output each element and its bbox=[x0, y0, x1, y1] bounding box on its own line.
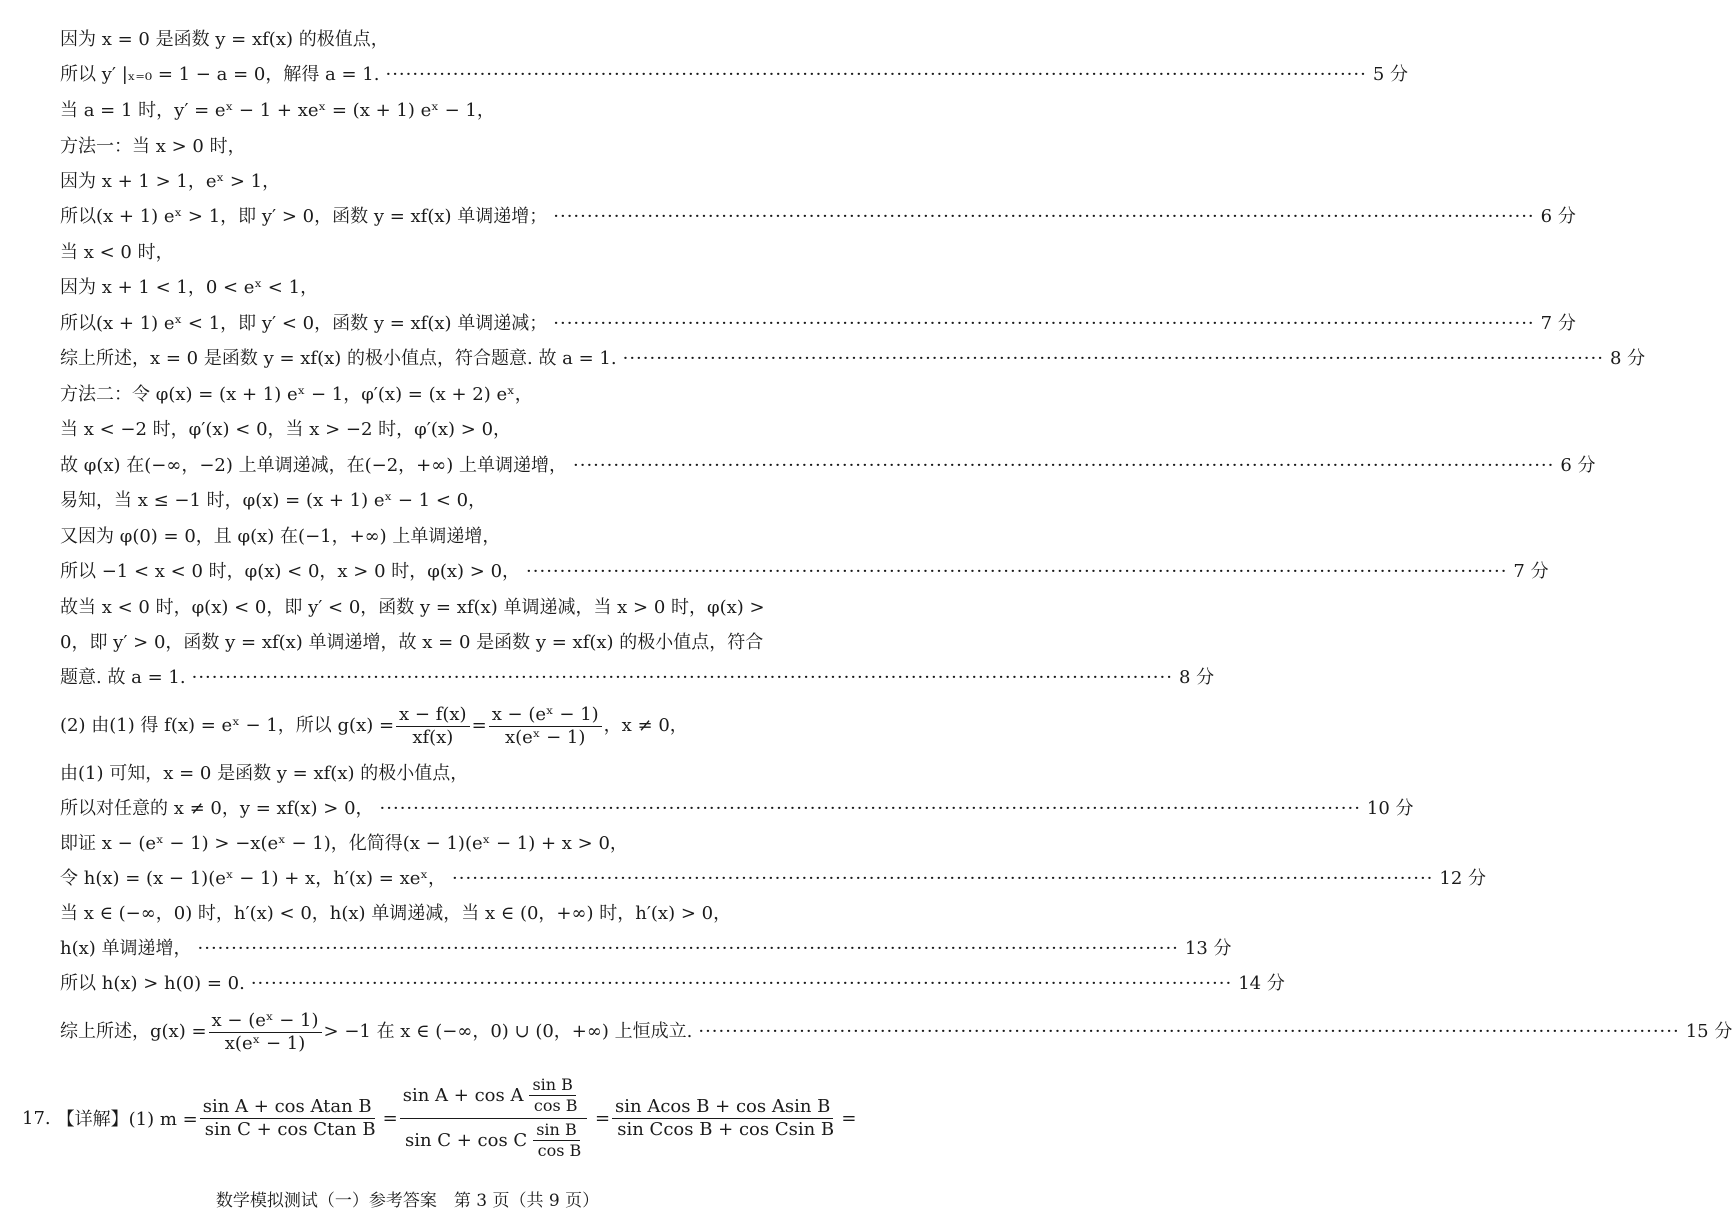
score-label: 12 分 bbox=[1439, 868, 1487, 889]
leader-dots bbox=[573, 451, 1554, 481]
fraction: $\frac{\text{sin B}}{\text{cos B}}$ bbox=[533, 1120, 585, 1161]
solution-line: 所以 −1 < x < 0 时，φ(x) < 0，x > 0 时，φ(x) > 0， ····· 7 分 bbox=[60, 557, 773, 587]
leader-dots bbox=[623, 344, 1604, 374]
fraction: $\frac{\text{sin B}}{\text{cos B}}$ bbox=[529, 1075, 581, 1116]
leader-dots bbox=[698, 1004, 1679, 1060]
score-label: 13 分 bbox=[1184, 938, 1232, 959]
solution-line: 方法二：令 φ(x) = (x + 1) eˣ − 1，φ′(x) = (x + 2) eˣ， bbox=[60, 384, 533, 405]
solution-line: 易知，当 x ≤ −1 时，φ(x) = (x + 1) eˣ − 1 < 0， bbox=[60, 490, 487, 511]
fraction: $\frac{x - f(x)}{xf(x)}$ bbox=[396, 704, 470, 749]
solution-line: 因为 x = 0 是函数 y = xf(x) 的极值点， bbox=[60, 29, 389, 50]
solution-line: 当 x < −2 时，φ′(x) < 0，当 x > −2 时，φ′(x) > 0， bbox=[60, 419, 512, 440]
score-label: 5 分 bbox=[1372, 64, 1409, 85]
solution-line: 当 x < 0 时， bbox=[60, 242, 174, 263]
score-label: 10 分 bbox=[1366, 798, 1414, 819]
leader-dots bbox=[553, 309, 1534, 339]
fraction: $\frac{\text{x − (eˣ − 1)}}{\text{x(eˣ − 1)}}$ bbox=[209, 1010, 322, 1055]
solution-line: 即证 x − (eˣ − 1) > −x(eˣ − 1)，化简得(x − 1)(eˣ − 1) + x > 0， bbox=[60, 833, 628, 854]
solution-line: 又因为 φ(0) = 0，且 φ(x) 在(−1，+∞) 上单调递增， bbox=[60, 526, 501, 547]
solution-line: 所以(x + 1) eˣ < 1，即 y′ < 0，函数 y = xf(x) 单调递减； ····· 7 分 bbox=[60, 309, 773, 339]
leader-dots bbox=[452, 864, 1433, 894]
fraction: $\frac{\text{x − (eˣ − 1)}}{\text{x(eˣ − 1)}}$ bbox=[489, 704, 602, 749]
solution-line: 所以 h(x) > h(0) = 0. ····· 14 分 bbox=[60, 969, 773, 999]
leader-dots bbox=[251, 969, 1232, 999]
score-label: 8 分 bbox=[1178, 667, 1215, 688]
solution-line: 令 h(x) = (x − 1)(eˣ − 1) + x，h′(x) = xeˣ， ····· 12 分 bbox=[60, 864, 773, 894]
solution-line: 综上所述，x = 0 是函数 y = xf(x) 的极小值点，符合题意. 故 a = 1. ····· 8 分 bbox=[60, 344, 773, 374]
leader-dots bbox=[553, 202, 1534, 232]
complex-fraction: sin A + cos A $\frac{\text{sin B}}{\text{cos B}}$ sin C + cos C $\frac{\text{sin B}}{\text{cos B}}$ bbox=[400, 1074, 593, 1163]
solution-line: 故 φ(x) 在(−∞，−2) 上单调递减，在(−2，+∞) 上单调递增， ····· 6 分 bbox=[60, 451, 773, 481]
conclusion-line: 综上所述，g(x) = $\frac{\text{x − (eˣ − 1)}}{\text{x(eˣ − 1)}}$ > −1 在 x ∈ (−∞，0) ∪ (0，+∞) 上恒成立. ····· 15 分 bbox=[60, 1004, 773, 1060]
score-label: 6 分 bbox=[1560, 455, 1596, 476]
leader-dots bbox=[526, 557, 1507, 587]
solution-line: 故当 x < 0 时，φ(x) < 0，即 y′ < 0，函数 y = xf(x) 单调递减，当 x > 0 时，φ(x) > bbox=[60, 597, 765, 618]
solution-line: h(x) 单调递增， ····· 13 分 bbox=[60, 934, 773, 964]
solution-line: 因为 x + 1 < 1，0 < eˣ < 1， bbox=[60, 277, 319, 298]
solution-line: 由(1) 可知，x = 0 是函数 y = xf(x) 的极小值点， bbox=[60, 763, 469, 784]
solution-line: 所以对任意的 x ≠ 0，y = xf(x) > 0， ····· 10 分 bbox=[60, 794, 773, 824]
score-label: 6 分 bbox=[1540, 206, 1576, 227]
leader-dots bbox=[380, 794, 1361, 824]
score-label: 8 分 bbox=[1609, 348, 1646, 369]
question-label: 【详解】(1) m = bbox=[56, 1109, 198, 1130]
fraction: $\frac{\text{sin Acos B + cos Asin B}}{\text{sin Ccos B + cos Csin B}}$ bbox=[612, 1096, 839, 1141]
solution-line: 因为 x + 1 > 1，eˣ > 1， bbox=[60, 171, 281, 192]
score-label: 14 分 bbox=[1238, 973, 1285, 994]
solution-line: 方法一：当 x > 0 时， bbox=[60, 136, 246, 157]
question-number: 17. bbox=[22, 1107, 51, 1129]
page-footer: 数学模拟测试（一）参考答案 第 3 页（共 9 页） bbox=[215, 1191, 600, 1211]
solution-line: 当 a = 1 时，y′ = eˣ − 1 + xeˣ = (x + 1) eˣ − 1， bbox=[60, 100, 495, 121]
question-17: 17. 【详解】(1) m = $\frac{\text{sin A + cos Atan B}}{\text{sin C + cos Ctan B}}$ = sin A + cos A $\frac{\text{sin B}}{\text{cos B}}$ sin C + cos C $\frac{\text{sin B}}{\text{cos B}}$ = $\frac{\text{sin Acos B + cos Asin B}}{\text{sin Ccos B + cos Csin B}}$ = bbox=[22, 1072, 856, 1164]
solution-line: 0，即 y′ > 0，函数 y = xf(x) 单调递增，故 x = 0 是函数 y = xf(x) 的极小值点，符合 bbox=[60, 632, 764, 653]
part2-line: (2) 由(1) 得 f(x) = eˣ − 1，所以 g(x) = $\frac{x - f(x)}{xf(x)}$ = $\frac{\text{x − (eˣ − 1)}}{\text{x(eˣ − 1)}}$ ，x ≠ 0， bbox=[60, 703, 688, 748]
solution-line: 所以 y′ |ₓ₌₀ = 1 − a = 0，解得 a = 1. ····· 5 分 bbox=[60, 60, 773, 90]
leader-dots bbox=[385, 60, 1366, 90]
leader-dots bbox=[192, 663, 1173, 693]
solution-line: 所以(x + 1) eˣ > 1，即 y′ > 0，函数 y = xf(x) 单调递增； ····· 6 分 bbox=[60, 202, 773, 232]
solution-line: 题意. 故 a = 1. ····· 8 分 bbox=[60, 663, 773, 693]
score-label: 15 分 bbox=[1685, 1021, 1732, 1042]
fraction: $\frac{\text{sin A + cos Atan B}}{\text{sin C + cos Ctan B}}$ bbox=[200, 1096, 381, 1141]
leader-dots bbox=[198, 934, 1179, 964]
solution-line: 当 x ∈ (−∞，0) 时，h′(x) < 0，h(x) 单调递减，当 x ∈ (0，+∞) 时，h′(x) > 0， bbox=[60, 903, 732, 924]
score-label: 7 分 bbox=[1540, 313, 1576, 334]
score-label: 7 分 bbox=[1513, 561, 1549, 582]
